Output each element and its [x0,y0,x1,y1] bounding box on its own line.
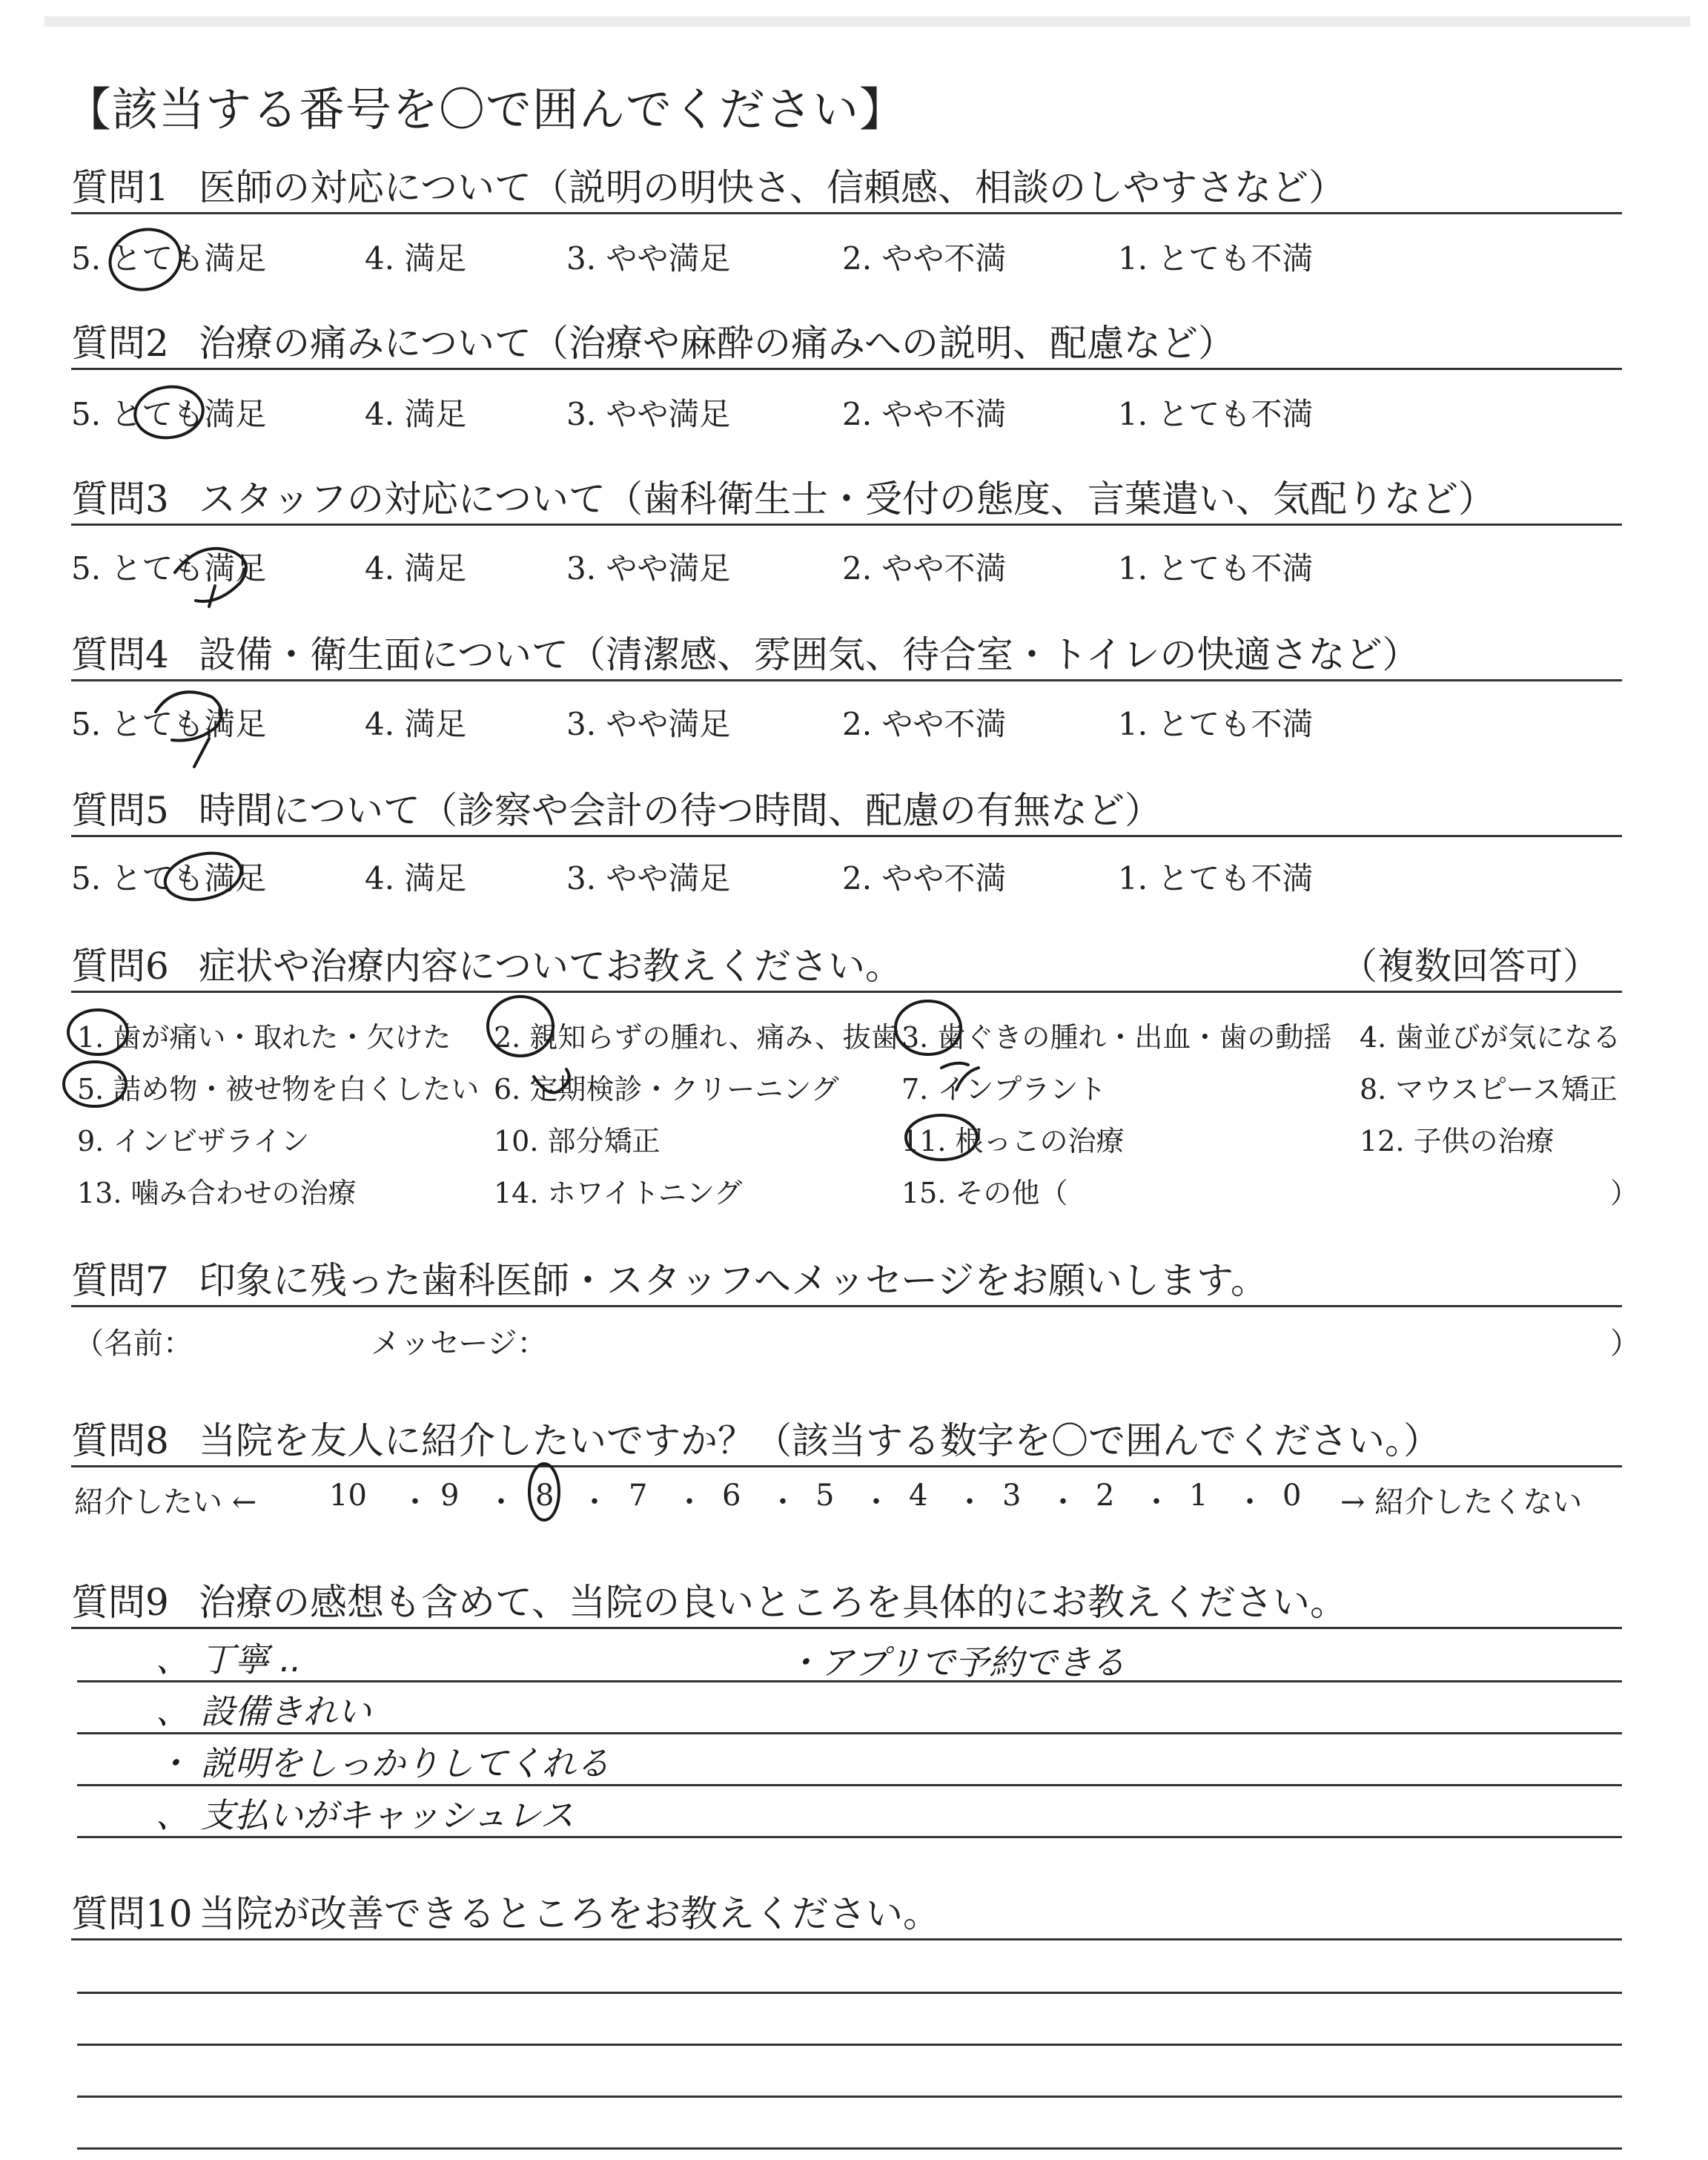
option-4[interactable]: 4. 満足 [365,240,467,277]
question-number: 質問2 [71,322,169,365]
option-2[interactable]: 2. やや不満 [842,550,1007,587]
answer-line [77,2044,1622,2046]
option-3[interactable]: 3. やや満足 [566,550,731,587]
answer-line [77,2095,1622,2098]
q6-option-4[interactable]: 4. 歯並びが気になる [1360,1021,1621,1054]
q6-option-13[interactable]: 13. 噛み合わせの治療 [77,1177,357,1209]
question-8 [71,1418,1622,1467]
option-3[interactable]: 3. やや満足 [566,860,731,896]
question-number: 質問8 [71,1419,169,1462]
question-5-options [71,854,1480,899]
question-number: 質問7 [71,1259,169,1302]
question-text: 印象に残った歯科医師・スタッフへメッセージをお願いします。 [199,1259,1268,1302]
option-5[interactable]: 5. とても満足 [71,396,267,432]
scale-right-label: → 紹介したくない [1340,1485,1583,1519]
option-1[interactable]: 1. とても不満 [1118,396,1314,432]
option-4[interactable]: 4. 満足 [365,706,467,742]
question-4 [71,632,1622,681]
question-text: スタッフの対応について（歯科衛生士・受付の態度、言葉遣い、気配りなど） [199,478,1495,521]
question-3 [71,476,1622,526]
question-text: 時間について（診察や会計の待つ時間、配慮の有無など） [199,789,1162,832]
question-5 [71,787,1622,837]
question-4-options [71,700,1480,744]
question-number: 質問3 [71,478,169,521]
question-text: 治療の感想も含めて、当院の良いところを具体的にお教えください。 [199,1581,1347,1624]
question-text: 症状や治療内容についてお教えください。 [199,945,902,988]
scale-8[interactable]: 8 [535,1479,555,1513]
q6-option-10[interactable]: 10. 部分矯正 [494,1125,661,1157]
question-number: 質問10 [71,1892,193,1935]
option-5[interactable]: 5. とても満足 [71,706,267,742]
question-9 [71,1579,1622,1629]
question-text: 医師の対応について（説明の明快さ、信頼感、相談のしやすさなど） [199,166,1345,209]
scale-3[interactable]: 3 [1002,1479,1022,1513]
question-number: 質問9 [71,1581,169,1624]
q6-option-7[interactable]: 7. インプラント [901,1073,1107,1106]
q6-option-8[interactable]: 8. マウスピース矯正 [1360,1073,1618,1106]
scale-4[interactable]: 4 [909,1479,928,1513]
option-3[interactable]: 3. やや満足 [566,240,731,277]
handwritten-answer-3: 、 設備きれい [156,1691,371,1731]
question-text: 当院が改善できるところをお教えください。 [199,1892,940,1935]
handwritten-answer-4: ・ 説明をしっかりしてくれる [156,1743,610,1783]
question-10 [71,1891,1622,1941]
option-3[interactable]: 3. やや満足 [566,706,731,742]
question-number: 質問5 [71,789,169,832]
question-number: 質問6 [71,945,169,988]
option-4[interactable]: 4. 満足 [365,396,467,432]
option-2[interactable]: 2. やや不満 [842,706,1007,742]
option-5[interactable]: 5. とても満足 [71,860,267,896]
question-text: 治療の痛みについて（治療や麻酔の痛みへの説明、配慮など） [199,322,1235,365]
scale-left-label: 紹介したい ← [74,1485,257,1519]
q6-option-11[interactable]: 11. 根っこの治療 [901,1125,1125,1157]
option-5[interactable]: 5. とても満足 [71,550,267,587]
page-title: 【該当する番号を〇で囲んでください】 [65,82,907,136]
q6-option-12[interactable]: 12. 子供の治療 [1360,1125,1555,1157]
multiple-answer-note: （複数回答可） [1340,945,1600,988]
q6-option-14[interactable]: 14. ホワイトニング [494,1177,743,1209]
question-1 [71,165,1622,214]
option-1[interactable]: 1. とても不満 [1118,550,1314,587]
option-1[interactable]: 1. とても不満 [1118,240,1314,277]
scale-0[interactable]: 0 [1282,1479,1302,1513]
scale-6[interactable]: 6 [722,1479,741,1513]
question-number: 質問4 [71,633,169,676]
question-text: 当院を友人に紹介したいですか？（該当する数字を〇で囲んでください。） [199,1419,1440,1462]
option-4[interactable]: 4. 満足 [365,860,467,896]
scale-10[interactable]: 10 [329,1479,367,1513]
message-close: ） [1610,1327,1640,1361]
question-3-options [71,544,1480,589]
scale-1[interactable]: 1 [1189,1479,1208,1513]
option-3[interactable]: 3. やや満足 [566,396,731,432]
option-1[interactable]: 1. とても不満 [1118,860,1314,896]
option-2[interactable]: 2. やや不満 [842,860,1007,896]
scale-7[interactable]: 7 [629,1479,648,1513]
q6-option-3[interactable]: 3. 歯ぐきの腫れ・出血・歯の動揺 [901,1021,1332,1054]
option-2[interactable]: 2. やや不満 [842,396,1007,432]
handwritten-answer-1: 、 丁寧 .. [156,1639,302,1680]
option-5[interactable]: 5. とても満足 [71,240,267,277]
question-2-options [71,390,1480,435]
q6-option-1[interactable]: 1. 歯が痛い・取れた・欠けた [77,1021,451,1054]
message-label: メッセージ： [371,1327,547,1361]
option-4[interactable]: 4. 満足 [365,550,467,587]
name-label: （名前： [74,1327,193,1361]
top-scan-border [44,16,1690,27]
option-2[interactable]: 2. やや不満 [842,240,1007,277]
answer-line [77,2147,1622,2150]
q6-option-5[interactable]: 5. 詰め物・被せ物を白くしたい [77,1073,480,1106]
handwritten-answer-2: ・アプリで予約できる [786,1642,1126,1682]
answer-line [77,1992,1622,1994]
scale-2[interactable]: 2 [1096,1479,1115,1513]
q6-option-15[interactable]: 15. その他（ [901,1177,1068,1209]
question-number: 質問1 [71,166,169,209]
handwritten-answer-5: 、 支払いがキャッシュレス [156,1795,575,1835]
q6-option-2[interactable]: 2. 親知らずの腫れ、痛み、抜歯 [494,1021,899,1054]
question-6 [71,943,1622,993]
option-1[interactable]: 1. とても不満 [1118,706,1314,742]
question-7 [71,1258,1622,1307]
q6-other-close: ） [1610,1177,1639,1209]
question-2 [71,320,1622,370]
question-1-options [71,234,1480,279]
q6-option-6[interactable]: 6. 定期検診・クリーニング [494,1073,839,1106]
question-text: 設備・衛生面について（清潔感、雰囲気、待合室・トイレの快適さなど） [199,633,1420,676]
q6-option-9[interactable]: 9. インビザライン [77,1125,310,1157]
scale-9[interactable]: 9 [440,1479,460,1513]
scale-5[interactable]: 5 [815,1479,835,1513]
